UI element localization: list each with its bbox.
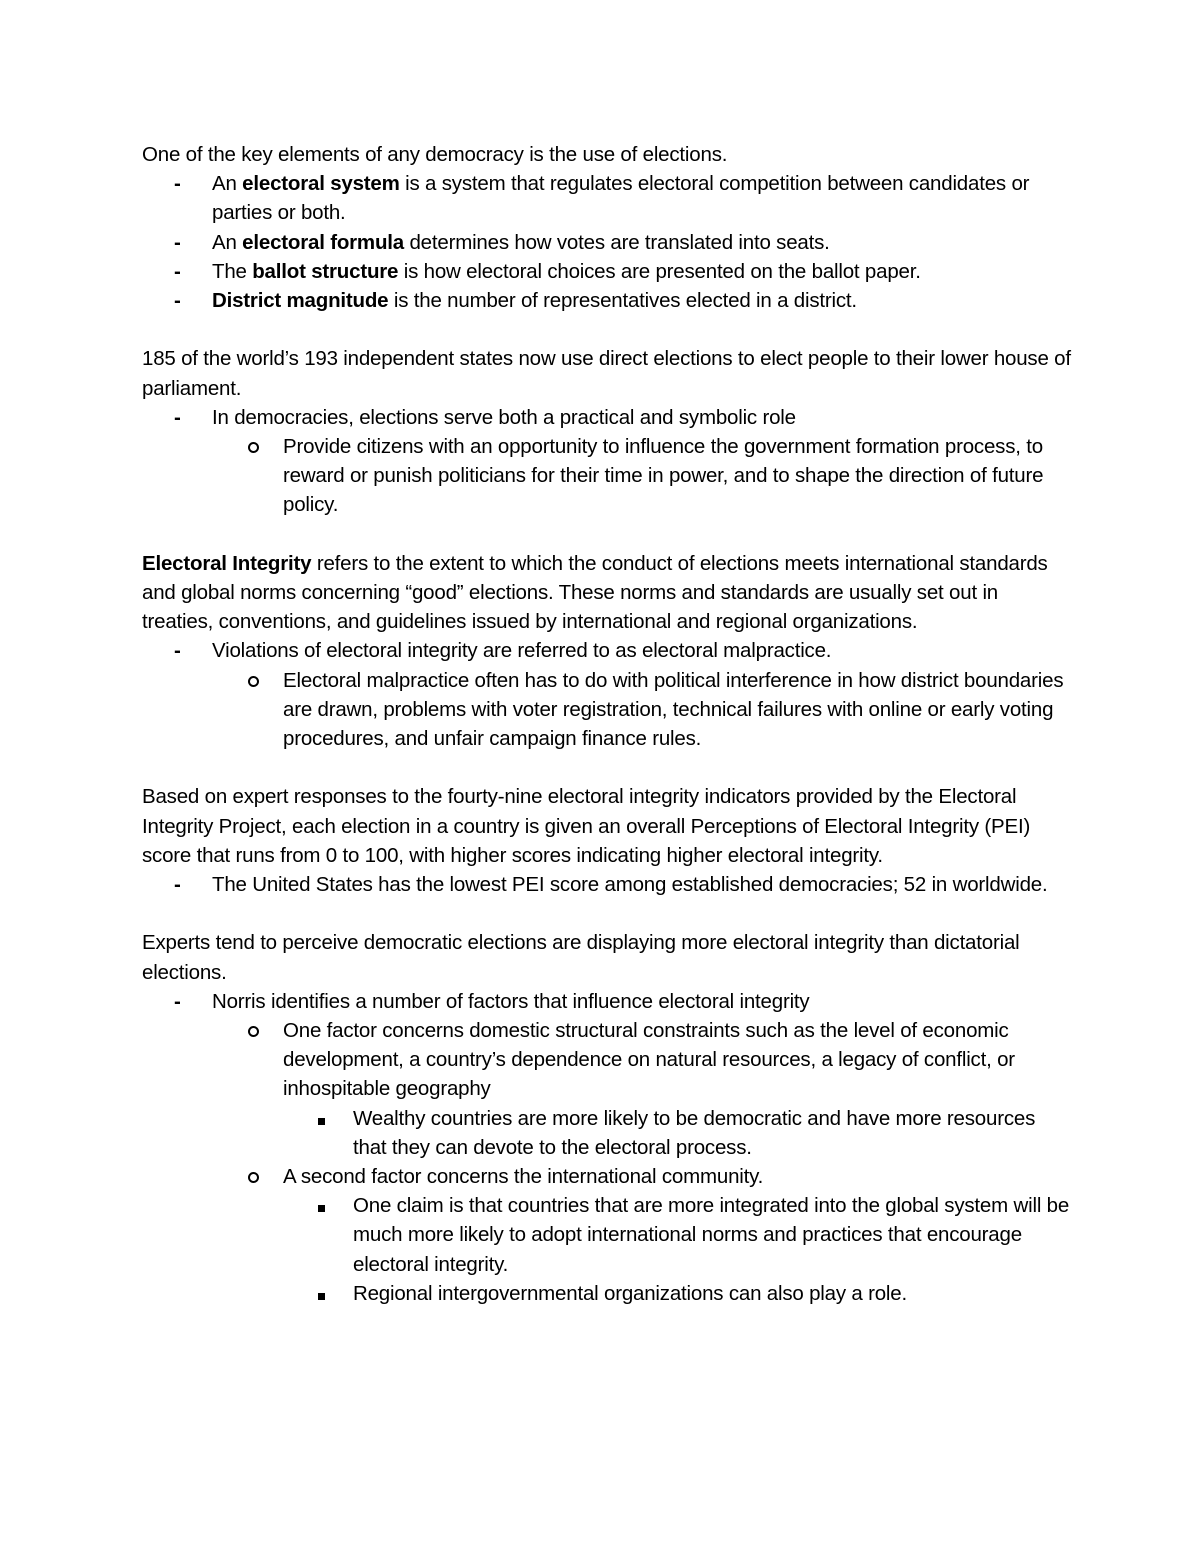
bullet-electoral-system: - An electoral system is a system that regulates electoral competition between candidates or parties or both. xyxy=(142,169,1072,227)
term-electoral-formula: electoral formula xyxy=(242,230,404,254)
paragraph-spacer xyxy=(142,753,1072,782)
bullet-electoral-formula: - An electoral formula determines how votes are translated into seats. xyxy=(142,228,1072,257)
square-bullet-icon xyxy=(318,1279,325,1308)
bullet-district-magnitude: - District magnitude is the number of representatives elected in a district. xyxy=(142,286,1072,315)
dash-bullet-icon: - xyxy=(174,405,181,429)
term-electoral-system: electoral system xyxy=(242,172,400,196)
dash-bullet-icon: - xyxy=(174,873,181,897)
dash-bullet-icon: - xyxy=(174,259,181,283)
paragraph-elections-intro: One of the key elements of any democracy is the use of elections. xyxy=(142,143,728,166)
paragraph-spacer xyxy=(142,315,1072,344)
subbullet-domestic-constraints: One factor concerns domestic structural constraints such as the level of economic development, a country’s dependence on natural resources, a legacy of conflict, or inhospitable geography xyxy=(142,1016,1072,1104)
bullet-united-states-pei: - The United States has the lowest PEI score among established democracies; 52 in worldwide. xyxy=(142,870,1072,899)
bullet-practical-symbolic-role: - In democracies, elections serve both a practical and symbolic role xyxy=(142,403,1072,432)
circle-bullet-icon xyxy=(248,432,259,461)
document-body xyxy=(142,140,1072,1308)
dash-bullet-icon: - xyxy=(174,172,181,196)
dash-bullet-icon: - xyxy=(174,639,181,663)
square-bullet-icon xyxy=(318,1104,325,1133)
subsubbullet-wealthy-countries: Wealthy countries are more likely to be democratic and have more resources that they can devote to the electoral process. xyxy=(142,1104,1072,1162)
term-ballot-structure: ballot structure xyxy=(252,259,399,283)
term-district-magnitude: District magnitude xyxy=(212,289,389,313)
circle-bullet-icon xyxy=(248,666,259,695)
dash-bullet-icon: - xyxy=(174,289,181,313)
subbullet-international-community: A second factor concerns the international community. xyxy=(142,1162,1072,1191)
dash-bullet-icon: - xyxy=(174,989,181,1013)
term-electoral-integrity: Electoral Integrity xyxy=(142,551,312,575)
circle-bullet-icon xyxy=(248,1016,259,1045)
subsubbullet-global-integration: One claim is that countries that are more integrated into the global system will be much more likely to adopt international norms and practices that encourage electoral integrity. xyxy=(142,1191,1072,1279)
paragraph-experts-perceive: Experts tend to perceive democratic elections are displaying more electoral integrity than dictatorial elections. xyxy=(142,931,1020,984)
bullet-ballot-structure: - The ballot structure is how electoral choices are presented on the ballot paper. xyxy=(142,257,1072,286)
paragraph-spacer xyxy=(142,899,1072,928)
subsubbullet-regional-organizations: Regional intergovernmental organizations can also play a role. xyxy=(142,1279,1072,1308)
paragraph-spacer xyxy=(142,520,1072,549)
subbullet-malpractice-examples: Electoral malpractice often has to do with political interference in how district boundaries are drawn, problems with voter registration, technical failures with online or early voting procedures, and unfair campaign finance rules. xyxy=(142,666,1072,754)
paragraph-electoral-integrity: Electoral Integrity refers to the extent to which the conduct of elections meets international standards and global norms concerning “good” elections. These norms and standards are usually set out in treaties, conventions, and guidelines issued by international and regional organizations. xyxy=(142,551,1048,634)
circle-bullet-icon xyxy=(248,1162,259,1191)
subbullet-citizen-opportunity: Provide citizens with an opportunity to influence the government formation process, to reward or punish politicians for their time in power, and to shape the direction of future policy. xyxy=(142,432,1072,520)
paragraph-pei-score: Based on expert responses to the fourty-nine electoral integrity indicators provided by the Electoral Integrity Project, each election in a country is given an overall Perceptions of Electoral Integrity (PEI) score that runs from 0 to 100, with higher scores indicating higher electoral integrity. xyxy=(142,785,1031,867)
square-bullet-icon xyxy=(318,1191,325,1220)
dash-bullet-icon: - xyxy=(174,230,181,254)
bullet-electoral-malpractice: - Violations of electoral integrity are referred to as electoral malpractice. xyxy=(142,636,1072,665)
bullet-norris-factors: - Norris identifies a number of factors that influence electoral integrity xyxy=(142,987,1072,1016)
paragraph-direct-elections: 185 of the world’s 193 independent states now use direct elections to elect people to their lower house of parliament. xyxy=(142,347,1071,400)
